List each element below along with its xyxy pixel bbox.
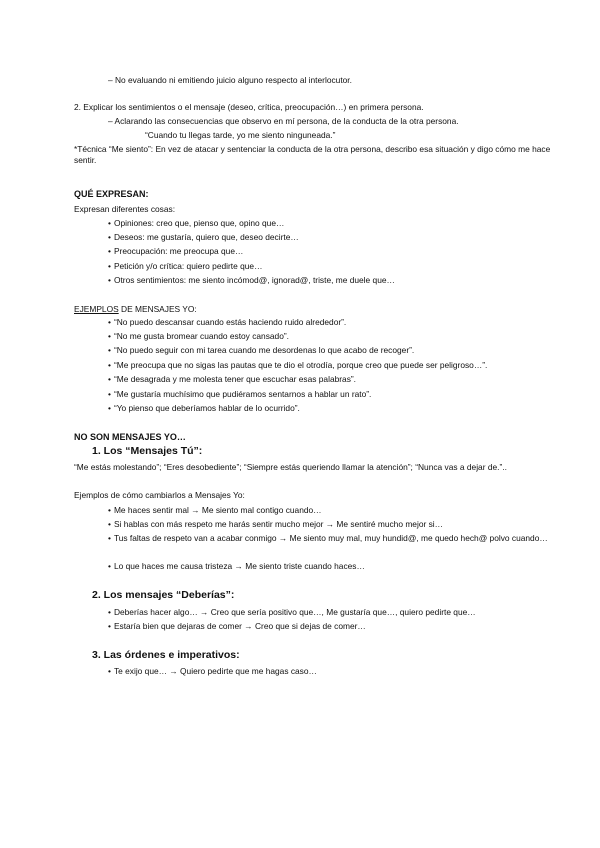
list-item: • “Yo pienso que deberíamos hablar de lo ocurrido”. (108, 403, 300, 414)
que-expresan-title: QUÉ EXPRESAN: (74, 189, 149, 199)
dash-line: – No evaluando ni emitiendo juicio alguno respecto al interlocutor. (108, 75, 352, 85)
ejemplos-title (74, 304, 197, 315)
que-expresan-lead: Expresan diferentes cosas: (74, 204, 176, 214)
list-item: • Lo que haces me causa tristeza → Me siento triste cuando haces… (108, 561, 365, 572)
section-1-lead: Ejemplos de cómo cambiarlos a Mensajes Yo: (74, 490, 245, 500)
list-item: • Me haces sentir mal → Me siento mal contigo cuando… (108, 505, 322, 516)
tecnica-paragraph: *Técnica “Me siento”: En vez de atacar y sentenciar la conducta de la otra persona, describo esa situación y digo cómo me hace sentir. (74, 144, 551, 165)
section-2-title: 2. Los mensajes “Deberías”: (92, 589, 235, 601)
list-item: • Deseos: me gustaría, quiero que, deseo decirte… (108, 232, 299, 243)
list-item: • “No puedo seguir con mi tarea cuando me desordenas lo que acabo de recoger”. (108, 345, 414, 356)
list-item: • “Me preocupa que no sigas las pautas que te dio el otrodía, porque creo que puede ser peligroso…”. (108, 360, 487, 371)
list-item: • Deberías hacer algo… → Creo que sería positivo que…, Me gustaría que…, quiero pedirte que… (108, 607, 476, 618)
section-3-title: 3. Las órdenes e imperativos: (92, 649, 240, 661)
list-item: • “Me desagrada y me molesta tener que escuchar esas palabras”. (108, 374, 356, 385)
point-2: 2. Explicar los sentimientos o el mensaje (deseo, crítica, preocupación…) en primera persona. (74, 102, 424, 112)
ejemplos-title-underlined: EJEMPLOS (74, 304, 119, 314)
list-item: • Petición y/o crítica: quiero pedirte que… (108, 261, 262, 272)
list-item: • Otros sentimientos: me siento incómod@, ignorad@, triste, me duele que… (108, 275, 395, 286)
section-1-text: “Me estás molestando”; “Eres desobediente”; “Siempre estás queriendo llamar la atención”; “Nunca vas a dejar de.”.. (74, 462, 507, 472)
list-item: • “No me gusta bromear cuando estoy cansado”. (108, 331, 289, 342)
list-item: • Opiniones: creo que, pienso que, opino que… (108, 218, 284, 229)
ejemplos-title-rest: DE MENSAJES YO: (118, 304, 197, 314)
point-2-sub: – Aclarando las consecuencias que observo en mí persona, de la conducta de la otra persona. (108, 116, 459, 126)
no-son-title: NO SON MENSAJES YO… (74, 432, 186, 442)
list-item: • Preocupación: me preocupa que… (108, 246, 243, 257)
list-item: • Si hablas con más respeto me harás sentir mucho mejor → Me sentiré mucho mejor si… (108, 519, 443, 530)
list-item: • Te exijo que… → Quiero pedirte que me hagas caso… (108, 666, 317, 677)
list-item: • “No puedo descansar cuando estás haciendo ruido alrededor”. (108, 317, 346, 328)
list-item: • Estaría bien que dejaras de comer → Creo que si dejas de comer… (108, 621, 366, 632)
list-item: • Tus faltas de respeto van a acabar conmigo → Me siento muy mal, muy hundid@, me quedo hech@ polvo cuando… (108, 533, 554, 544)
section-1-title: 1. Los “Mensajes Tú”: (92, 445, 203, 457)
list-item: • “Me gustaría muchísimo que pudiéramos sentarnos a hablar un rato”. (108, 389, 371, 400)
example-quote: “Cuando tu llegas tarde, yo me siento ninguneada.” (145, 130, 336, 140)
